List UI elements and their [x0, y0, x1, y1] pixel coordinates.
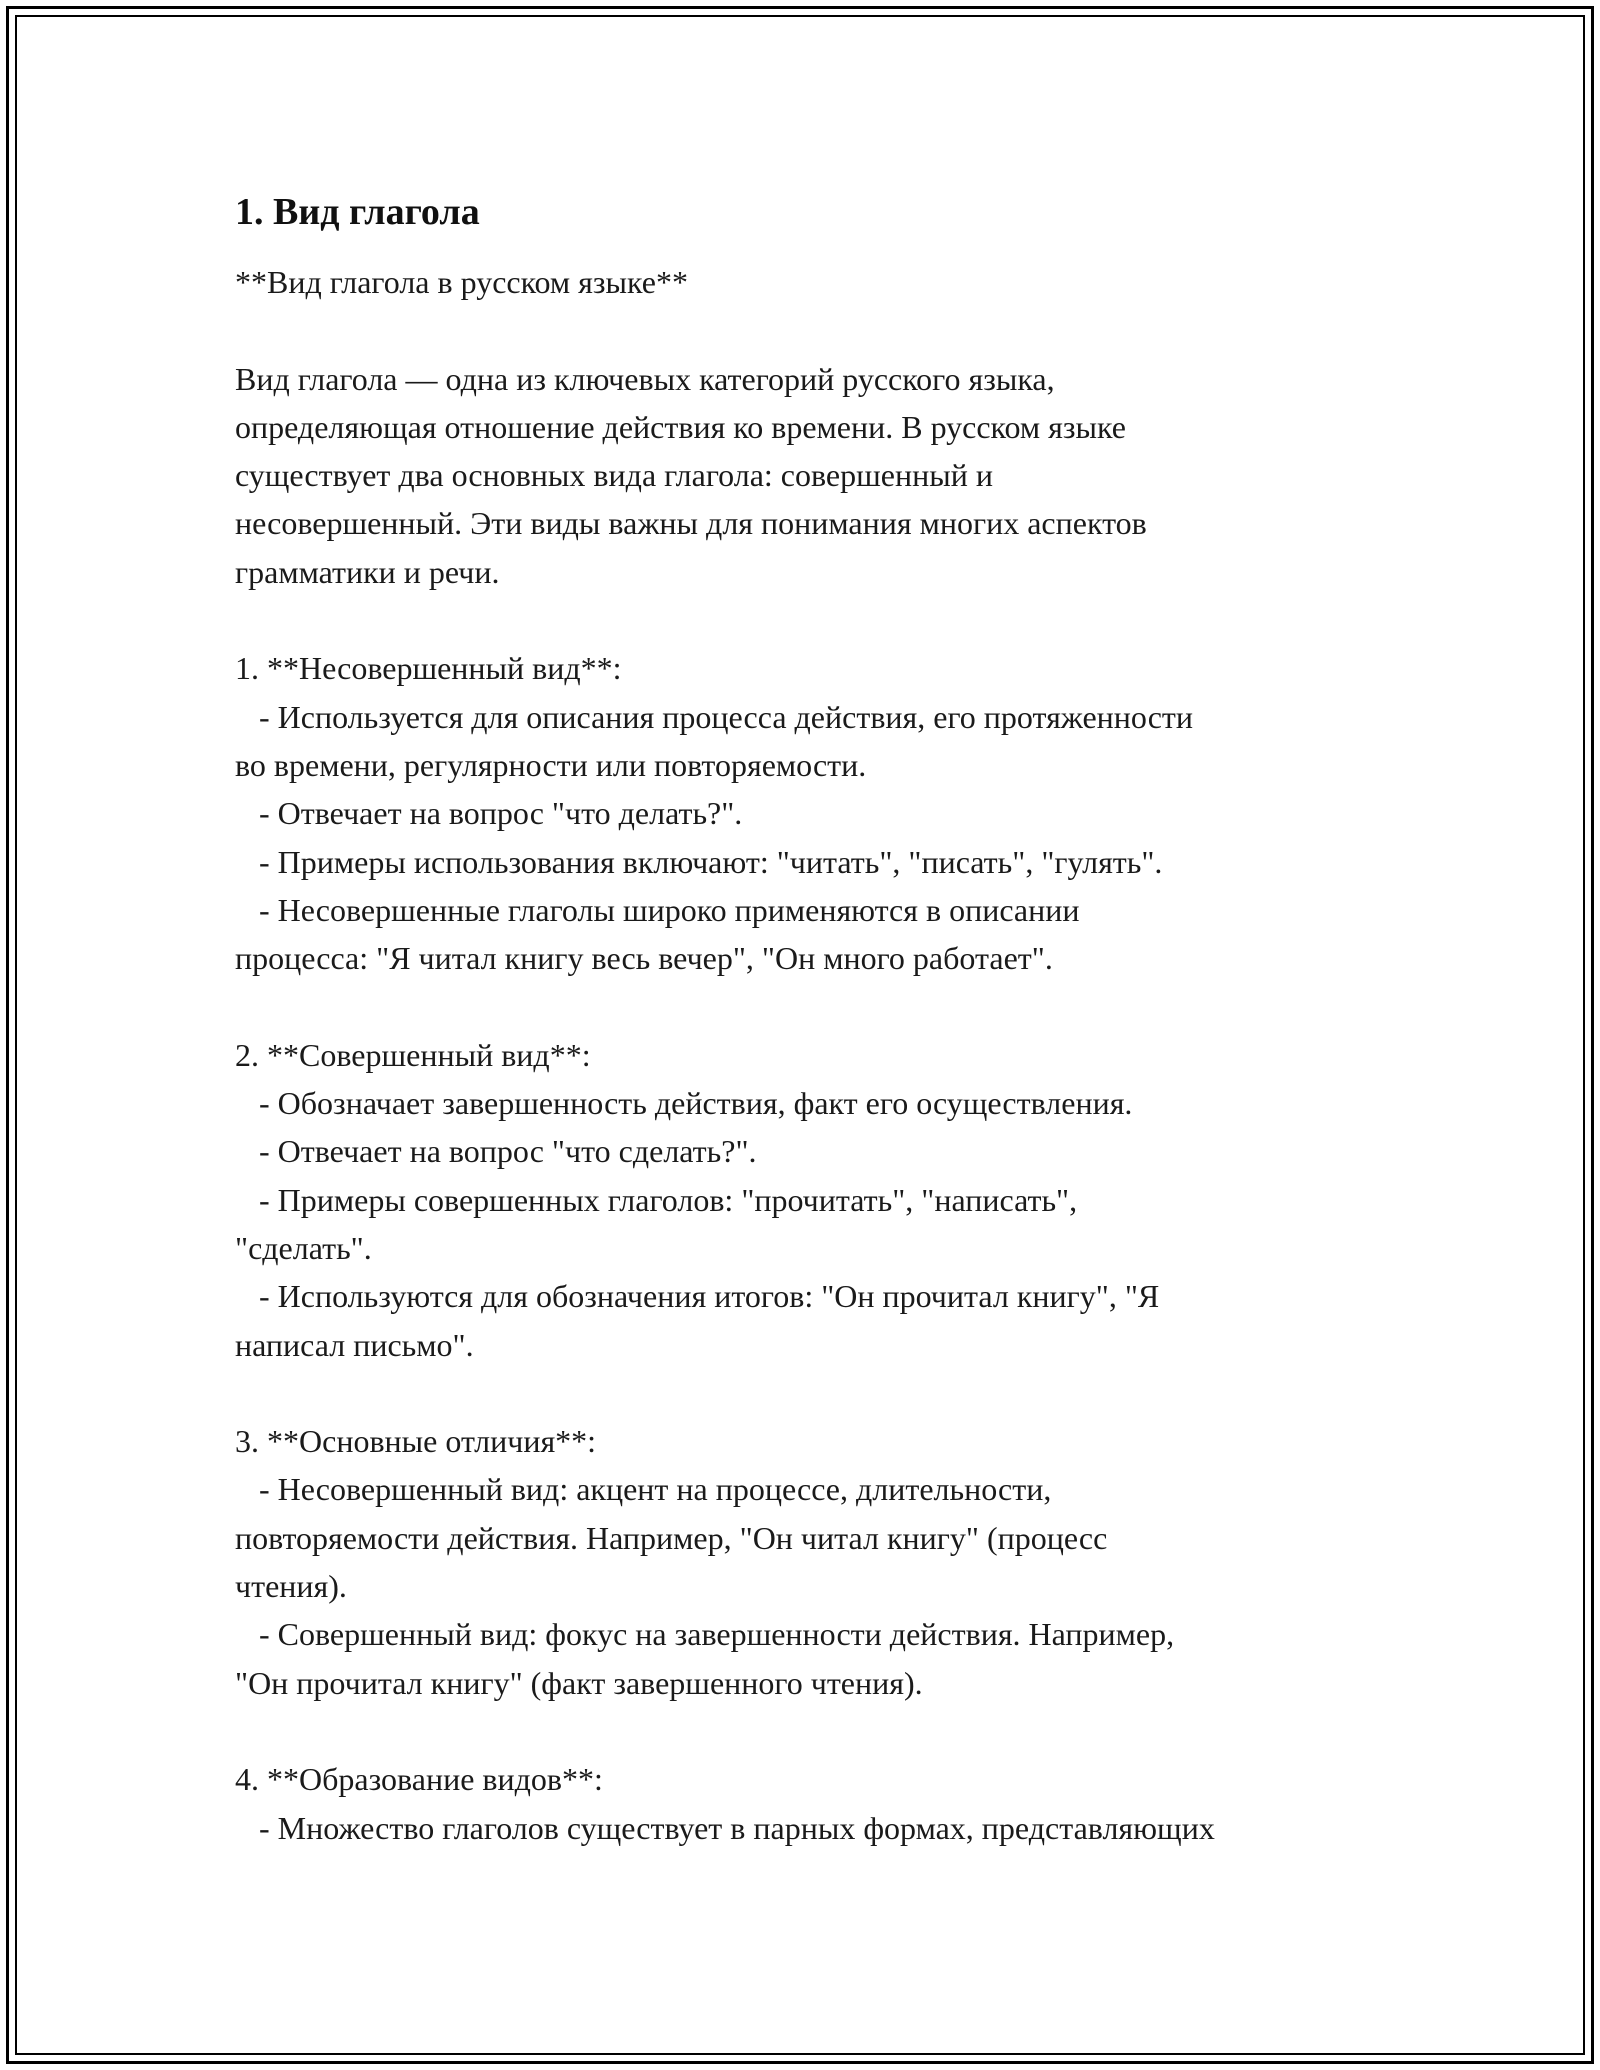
blank-line	[235, 1369, 1385, 1417]
text-line: **Вид глагола в русском языке**	[235, 264, 688, 300]
blank-line	[235, 596, 1385, 644]
text-line: "сделать".	[235, 1229, 372, 1266]
text-line: существует два основных вида глагола: совершенный и	[235, 457, 993, 494]
section-heading: 1. Вид глагола	[235, 191, 480, 233]
text-line: несовершенный. Эти виды важны для понимания многих аспектов	[235, 505, 1147, 542]
text-line: повторяемости действия. Например, "Он читал книгу" (процесс	[235, 1519, 1108, 1556]
text-line: 3. **Основные отличия**:	[235, 1423, 597, 1460]
text-line: - Примеры совершенных глаголов: "прочитать", "написать",	[235, 1181, 1078, 1218]
text-line: - Используется для описания процесса действия, его протяженности	[235, 698, 1194, 735]
text-line: 4. **Образование видов**:	[235, 1761, 603, 1798]
text-line: написал письмо".	[235, 1326, 474, 1363]
document-body	[235, 188, 1385, 1852]
text-line: 2. **Совершенный вид**:	[235, 1036, 591, 1073]
text-line: - Используются для обозначения итогов: "Он прочитал книгу", "Я	[235, 1278, 1160, 1315]
text-line: "Он прочитал книгу" (факт завершенного чтения).	[235, 1664, 923, 1701]
text-line: - Множество глаголов существует в парных формах, представляющих	[235, 1809, 1215, 1846]
document-text	[235, 258, 1385, 1852]
blank-line	[235, 1707, 1385, 1755]
text-line: - Отвечает на вопрос "что делать?".	[235, 795, 743, 832]
text-line: определяющая отношение действия ко времени. В русском языке	[235, 408, 1126, 445]
text-line: - Отвечает на вопрос "что сделать?".	[235, 1133, 757, 1170]
blank-line	[235, 306, 1385, 354]
text-line: Вид глагола — одна из ключевых категорий русского языка,	[235, 360, 1055, 397]
text-line: - Несовершенные глаголы широко применяются в описании	[235, 891, 1080, 928]
text-line: - Обозначает завершенность действия, факт его осуществления.	[235, 1085, 1133, 1122]
text-line: 1. **Несовершенный вид**:	[235, 650, 622, 687]
text-line: грамматики и речи.	[235, 553, 500, 590]
text-line: чтения).	[235, 1568, 347, 1605]
blank-line	[235, 982, 1385, 1030]
text-line: - Примеры использования включают: "читать", "писать", "гулять".	[235, 843, 1163, 880]
text-line: процесса: "Я читал книгу весь вечер", "Он много работает".	[235, 940, 1053, 977]
text-line: - Совершенный вид: фокус на завершенности действия. Например,	[235, 1616, 1175, 1653]
text-line: во времени, регулярности или повторяемости.	[235, 746, 867, 783]
text-line: - Несовершенный вид: акцент на процессе, длительности,	[235, 1471, 1052, 1508]
